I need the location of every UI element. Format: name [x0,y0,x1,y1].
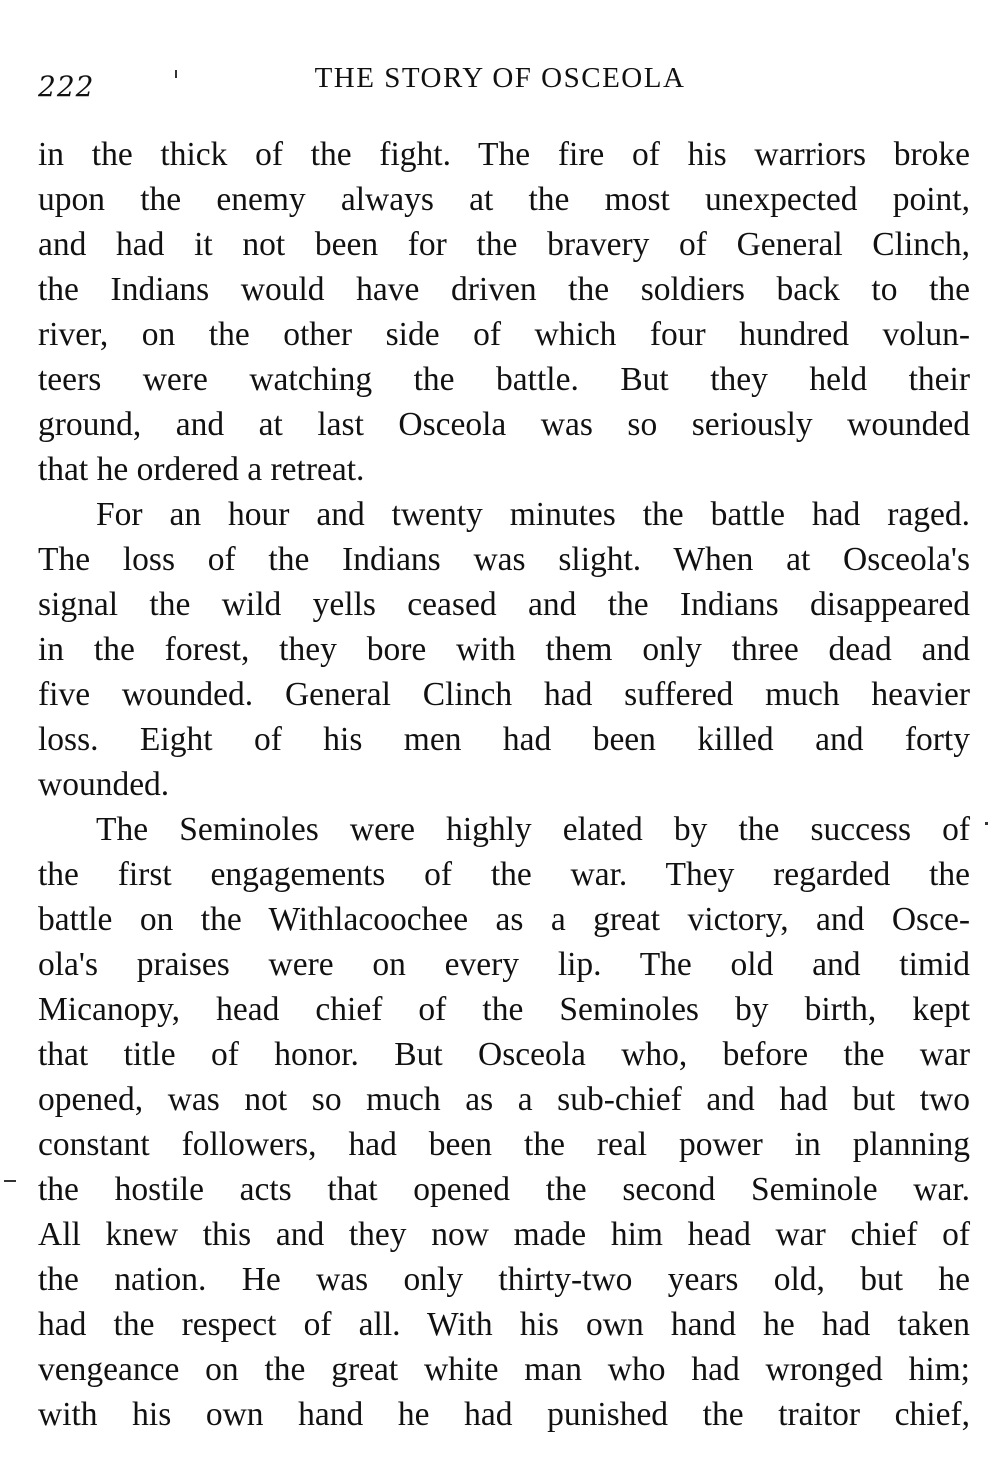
body-text [38,132,970,1437]
text-line: For an hour and twenty minutes the battle had raged. [96,496,970,533]
text-line: loss. Eight of his men had been killed and forty [38,721,970,758]
text-line: the first engagements of the war. They regarded the [38,856,970,893]
running-title: THE STORY OF OSCEOLA [314,62,686,94]
text-line: constant followers, had been the real power in planning [38,1126,970,1163]
scan-speck [4,1180,16,1182]
text-line: signal the wild yells ceased and the Indians disappeared [38,586,970,623]
text-line: that title of honor. But Osceola who, before the war [38,1036,970,1073]
text-line: vengeance on the great white man who had wronged him; [38,1351,970,1388]
text-line: in the forest, they bore with them only three dead and [38,631,970,668]
text-line: five wounded. General Clinch had suffered much heavier [38,676,970,713]
text-line: teers were watching the battle. But they held their [38,361,970,398]
paragraph-1 [38,132,970,492]
text-line: opened, was not so much as a sub-chief and had but two [38,1081,970,1118]
page-number: 222 [38,70,95,103]
paragraph-3 [38,807,970,1437]
paragraph-2 [38,492,970,807]
text-line: in the thick of the fight. The fire of his warriors broke [38,136,970,173]
text-line: All knew this and they now made him head war chief of [38,1216,970,1253]
running-head [0,58,1000,102]
text-line: that he ordered a retreat. [38,451,365,488]
text-line: ground, and at last Osceola was so seriously wounded [38,406,970,443]
text-line: river, on the other side of which four hundred volun- [38,316,970,353]
text-line: with his own hand he had punished the traitor chief, [38,1396,970,1433]
text-line: battle on the Withlacoochee as a great victory, and Osce- [38,901,970,938]
scan-speck [985,822,988,825]
text-line: The loss of the Indians was slight. When at Osceola's [38,541,970,578]
text-line: had the respect of all. With his own hand he had taken [38,1306,970,1343]
text-line: the hostile acts that opened the second Seminole war. [38,1171,970,1208]
text-line: upon the enemy always at the most unexpected point, [38,181,970,218]
text-line: wounded. [38,766,170,803]
text-line: and had it not been for the bravery of General Clinch, [38,226,970,263]
text-line: ola's praises were on every lip. The old and timid [38,946,970,983]
text-line: the nation. He was only thirty-two years old, but he [38,1261,970,1298]
scan-speck [175,70,177,78]
text-line: The Seminoles were highly elated by the success of [96,811,970,848]
text-line: Micanopy, head chief of the Seminoles by birth, kept [38,991,970,1028]
text-line: the Indians would have driven the soldiers back to the [38,271,970,308]
